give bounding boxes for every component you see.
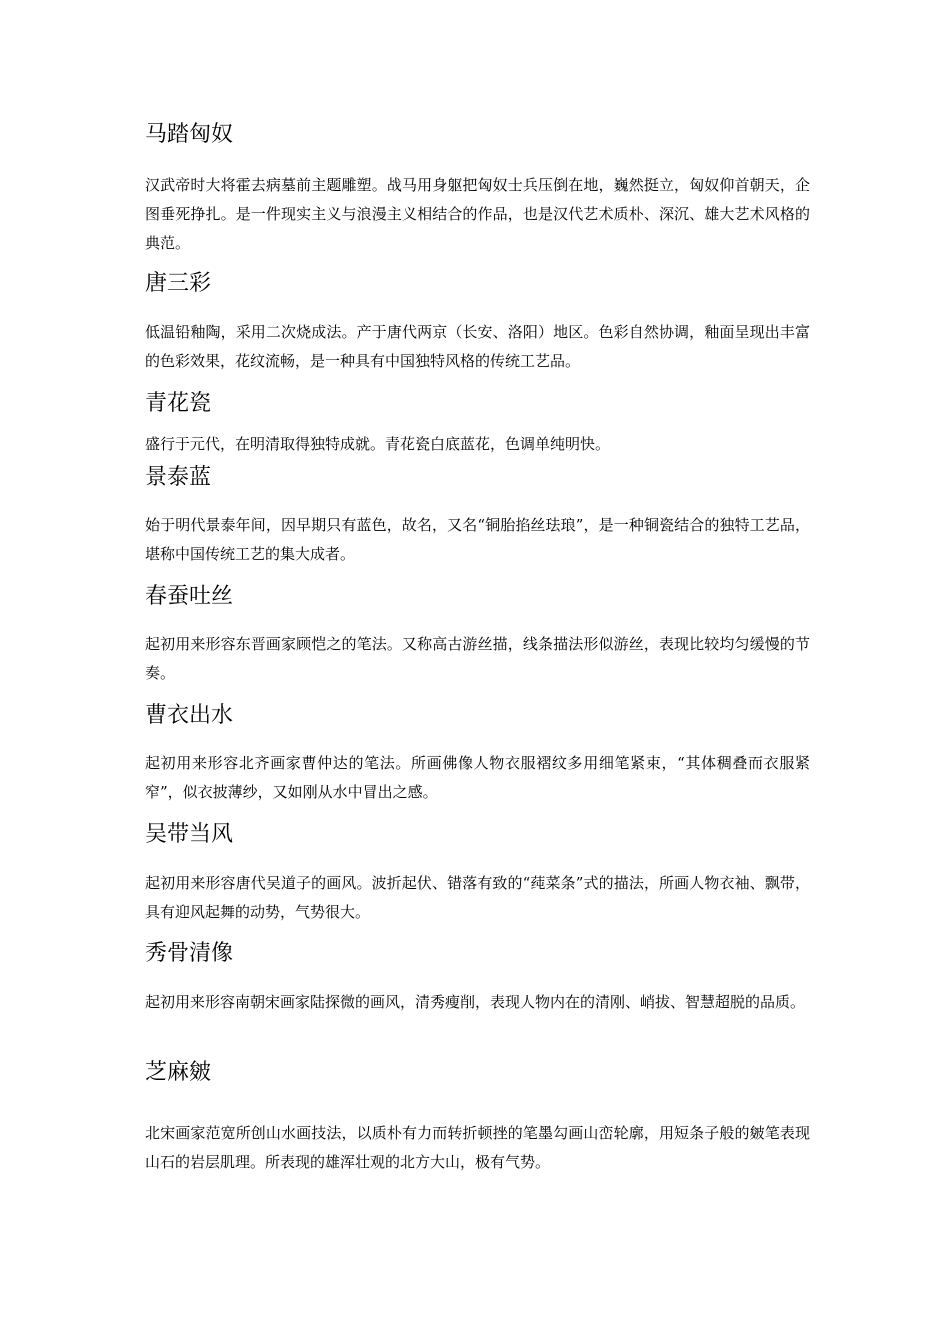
section-title-cao-yi-chu-shui: 曹衣出水 bbox=[145, 703, 234, 728]
section-title-wu-dai-dang-feng: 吴带当风 bbox=[145, 822, 234, 847]
section-body-xiu-gu-qing-xiang: 起初用来形容南朝宋画家陆探微的画风，清秀瘦削，表现人物内在的清刚、峭拔、智慧超脱的品质。 bbox=[145, 993, 806, 1011]
section-body-qing-hua-ci: 盛行于元代，在明清取得独特成就。青花瓷白底蓝花，色调单纯明快。 bbox=[145, 435, 611, 453]
section-title-ma-ta-xiong-nu: 马踏匈奴 bbox=[145, 122, 234, 147]
section-title-qing-hua-ci: 青花瓷 bbox=[145, 391, 212, 416]
section-title-tang-san-cai: 唐三彩 bbox=[145, 271, 212, 296]
section-body-chun-can-tu-si: 起初用来形容东晋画家顾恺之的笔法。又称高古游丝描，线条描法形似游丝，表现比较均匀缓慢的节奏。 bbox=[145, 635, 810, 682]
section-title-xiu-gu-qing-xiang: 秀骨清像 bbox=[145, 941, 234, 966]
section-title-zhi-ma-cun: 芝麻皴 bbox=[145, 1060, 212, 1085]
section-body-wu-dai-dang-feng: 起初用来形容唐代吴道子的画风。波折起伏、错落有致的“莼菜条”式的描法，所画人物衣袖、飘带，具有迎风起舞的动势，气势很大。 bbox=[145, 874, 810, 921]
section-title-jing-tai-lan: 景泰蓝 bbox=[145, 465, 212, 490]
section-body-ma-ta-xiong-nu: 汉武帝时大将霍去病墓前主题雕塑。战马用身躯把匈奴士兵压倒在地，巍然挺立，匈奴仰首朝天，企图垂死挣扎。是一件现实主义与浪漫主义相结合的作品，也是汉代艺术质朴、深沉、雄大艺术风格的典范。 bbox=[145, 176, 810, 252]
section-body-zhi-ma-cun: 北宋画家范宽所创山水画技法，以质朴有力而转折顿挫的笔墨勾画山峦轮廓，用短条子般的皴笔表现山石的岩层肌理。所表现的雄浑壮观的北方大山，极有气势。 bbox=[145, 1124, 810, 1171]
section-body-cao-yi-chu-shui: 起初用来形容北齐画家曹仲达的笔法。所画佛像人物衣服褶纹多用细笔紧束，“其体稠叠而衣服紧窄”，似衣披薄纱，又如刚从水中冒出之感。 bbox=[145, 754, 810, 801]
section-title-chun-can-tu-si: 春蚕吐丝 bbox=[145, 584, 234, 609]
section-body-tang-san-cai: 低温铅釉陶，采用二次烧成法。产于唐代两京（长安、洛阳）地区。色彩自然协调，釉面呈现出丰富的色彩效果，花纹流畅，是一种具有中国独特风格的传统工艺品。 bbox=[145, 323, 810, 370]
section-body-jing-tai-lan: 始于明代景泰年间，因早期只有蓝色，故名，又名“铜胎掐丝珐琅”，是一种铜瓷结合的独特工艺品，堪称中国传统工艺的集大成者。 bbox=[145, 516, 810, 563]
